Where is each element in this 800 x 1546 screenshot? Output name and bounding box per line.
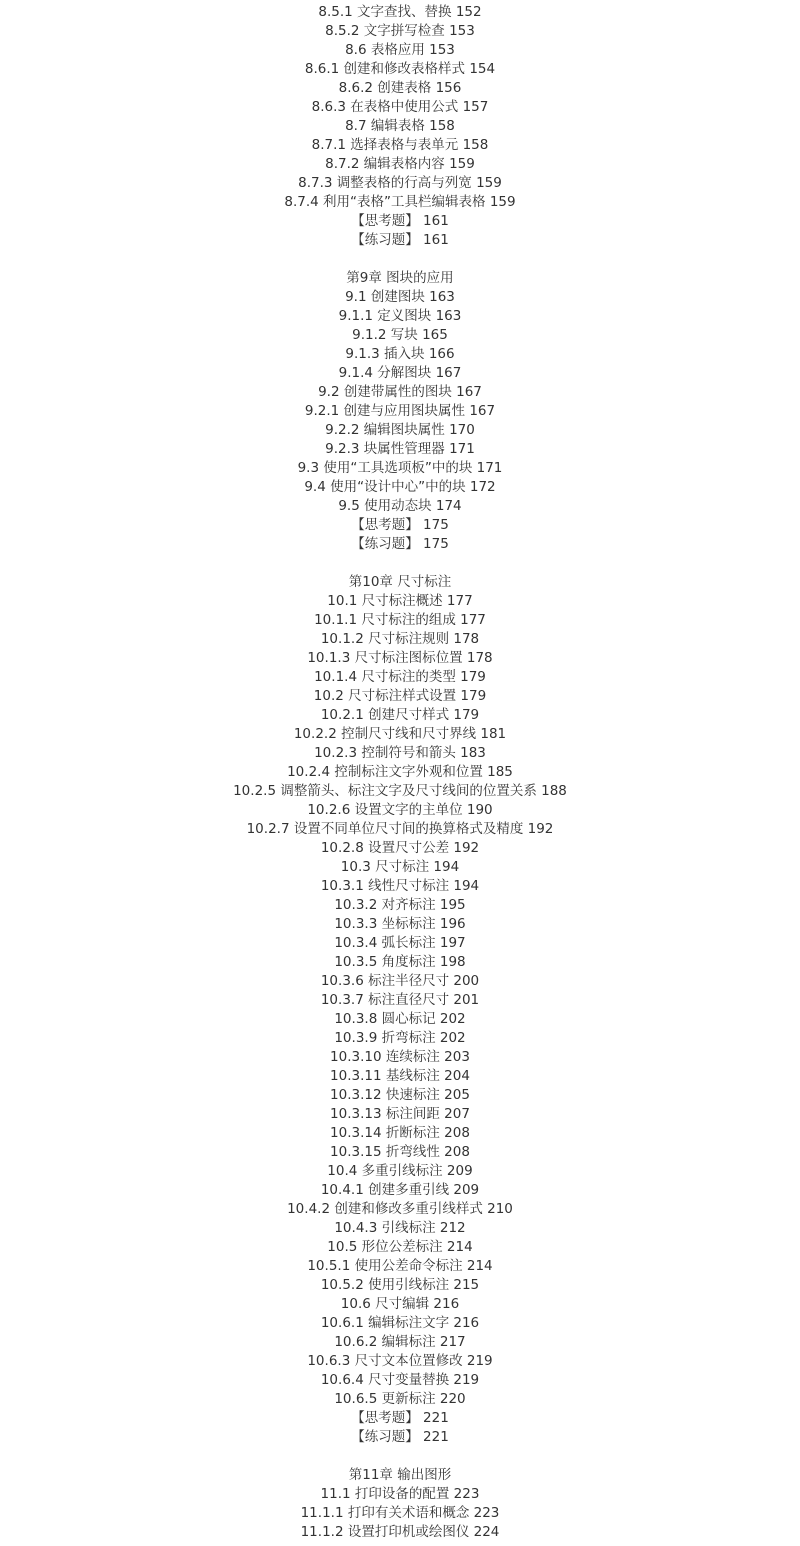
- toc-entry: 10.3.7 标注直径尺寸 201: [320, 992, 480, 1008]
- toc-entry: 8.7.1 选择表格与表单元 158: [311, 137, 489, 153]
- toc-entry: 10.3.3 坐标标注 196: [334, 916, 466, 932]
- toc-entry: 10.1.3 尺寸标注图标位置 178: [307, 650, 493, 666]
- toc-entry: 10.6.3 尺寸文本位置修改 219: [307, 1353, 493, 1369]
- toc-entry: 9.1.3 插入块 166: [345, 346, 455, 362]
- toc-entry: 【练习题】 221: [351, 1429, 449, 1445]
- toc-entry: 10.6.2 编辑标注 217: [334, 1334, 466, 1350]
- toc-entry: 10.6.1 编辑标注文字 216: [320, 1315, 480, 1331]
- toc-entry: 10.1.2 尺寸标注规则 178: [320, 631, 480, 647]
- toc-entry: 10.3.10 连续标注 203: [330, 1049, 470, 1065]
- toc-entry: 10.4.2 创建和修改多重引线样式 210: [287, 1201, 513, 1217]
- blank-spacer: [0, 1447, 800, 1466]
- toc-entry: 8.6.3 在表格中使用公式 157: [311, 99, 489, 115]
- blank-spacer: [0, 250, 800, 269]
- toc-entry: 10.3.14 折断标注 208: [330, 1125, 470, 1141]
- toc-entry: 10.1.1 尺寸标注的组成 177: [314, 612, 486, 628]
- toc-entry: 9.3 使用“工具选项板”中的块 171: [297, 460, 503, 476]
- toc-entry: 10.6.5 更新标注 220: [334, 1391, 466, 1407]
- toc-entry: 8.6.2 创建表格 156: [338, 80, 462, 96]
- toc-entry: 10.3.2 对齐标注 195: [334, 897, 466, 913]
- blank-spacer: [0, 554, 800, 573]
- chapter-heading: 第10章 尺寸标注: [348, 574, 452, 590]
- toc-entry: 8.7.3 调整表格的行高与列宽 159: [298, 175, 502, 191]
- toc-entry: 10.2.2 控制尺寸线和尺寸界线 181: [293, 726, 507, 742]
- toc-entry: 10.4.1 创建多重引线 209: [320, 1182, 480, 1198]
- toc-entry: 10.3 尺寸标注 194: [340, 859, 460, 875]
- toc-entry: 10.2.3 控制符号和箭头 183: [314, 745, 486, 761]
- toc-entry: 10.3.1 线性尺寸标注 194: [320, 878, 480, 894]
- toc-entry: 8.5.1 文字查找、替换 152: [318, 4, 482, 20]
- toc-entry: 8.7 编辑表格 158: [345, 118, 455, 134]
- toc-entry: 10.6.4 尺寸变量替换 219: [320, 1372, 480, 1388]
- toc-entry: 8.6 表格应用 153: [345, 42, 455, 58]
- toc-entry: 10.3.11 基线标注 204: [330, 1068, 470, 1084]
- toc-entry: 10.2.5 调整箭头、标注文字及尺寸线间的位置关系 188: [233, 783, 567, 799]
- toc-entry: 10.2.4 控制标注文字外观和位置 185: [287, 764, 513, 780]
- toc-entry: 【思考题】 175: [351, 517, 449, 533]
- toc-entry: 10.5.2 使用引线标注 215: [320, 1277, 480, 1293]
- toc-entry: 10.4 多重引线标注 209: [327, 1163, 473, 1179]
- toc-entry: 8.7.2 编辑表格内容 159: [325, 156, 475, 172]
- toc-entry: 10.3.4 弧长标注 197: [334, 935, 466, 951]
- toc-entry: 9.1.2 写块 165: [352, 327, 448, 343]
- toc-entry: 10.1 尺寸标注概述 177: [327, 593, 473, 609]
- chapter-heading: 第11章 输出图形: [348, 1467, 452, 1483]
- toc-entry: 10.5.1 使用公差命令标注 214: [307, 1258, 493, 1274]
- chapter-heading: 第9章 图块的应用: [346, 270, 454, 286]
- toc-entry: 10.2.1 创建尺寸样式 179: [320, 707, 480, 723]
- toc-entry: 10.3.8 圆心标记 202: [334, 1011, 466, 1027]
- toc-entry: 10.3.13 标注间距 207: [330, 1106, 470, 1122]
- toc-entry: 8.5.2 文字拼写检查 153: [325, 23, 475, 39]
- toc-entry: 【练习题】 175: [351, 536, 449, 552]
- toc-entry: 9.2.1 创建与应用图块属性 167: [304, 403, 496, 419]
- toc-entry: 9.2.3 块属性管理器 171: [325, 441, 475, 457]
- table-of-contents: [0, 3, 800, 1542]
- toc-entry: 10.5 形位公差标注 214: [327, 1239, 473, 1255]
- toc-entry: 9.2 创建带属性的图块 167: [318, 384, 482, 400]
- toc-entry: 10.3.12 快速标注 205: [330, 1087, 470, 1103]
- toc-entry: 10.2 尺寸标注样式设置 179: [313, 688, 487, 704]
- toc-entry: 【思考题】 161: [351, 213, 449, 229]
- toc-entry: 10.2.6 设置文字的主单位 190: [307, 802, 493, 818]
- toc-entry: 9.4 使用“设计中心”中的块 172: [304, 479, 496, 495]
- toc-entry: 10.3.5 角度标注 198: [334, 954, 466, 970]
- toc-entry: 9.5 使用动态块 174: [338, 498, 462, 514]
- toc-entry: 10.6 尺寸编辑 216: [340, 1296, 460, 1312]
- toc-entry: 8.7.4 利用“表格”工具栏编辑表格 159: [284, 194, 516, 210]
- toc-entry: 10.3.9 折弯标注 202: [334, 1030, 466, 1046]
- toc-entry: 10.3.6 标注半径尺寸 200: [320, 973, 480, 989]
- toc-entry: 9.2.2 编辑图块属性 170: [325, 422, 475, 438]
- toc-entry: 8.6.1 创建和修改表格样式 154: [304, 61, 496, 77]
- toc-entry: 9.1.1 定义图块 163: [338, 308, 462, 324]
- toc-entry: 11.1 打印设备的配置 223: [320, 1486, 480, 1502]
- toc-entry: 10.1.4 尺寸标注的类型 179: [314, 669, 486, 685]
- toc-entry: 11.1.2 设置打印机或绘图仪 224: [300, 1524, 500, 1540]
- toc-entry: 10.2.8 设置尺寸公差 192: [320, 840, 480, 856]
- toc-entry: 9.1 创建图块 163: [345, 289, 455, 305]
- toc-entry: 10.2.7 设置不同单位尺寸间的换算格式及精度 192: [246, 821, 554, 837]
- toc-entry: 【练习题】 161: [351, 232, 449, 248]
- toc-entry: 10.3.15 折弯线性 208: [330, 1144, 470, 1160]
- toc-entry: 9.1.4 分解图块 167: [338, 365, 462, 381]
- toc-entry: 【思考题】 221: [351, 1410, 449, 1426]
- toc-entry: 10.4.3 引线标注 212: [334, 1220, 466, 1236]
- toc-entry: 11.1.1 打印有关术语和概念 223: [300, 1505, 500, 1521]
